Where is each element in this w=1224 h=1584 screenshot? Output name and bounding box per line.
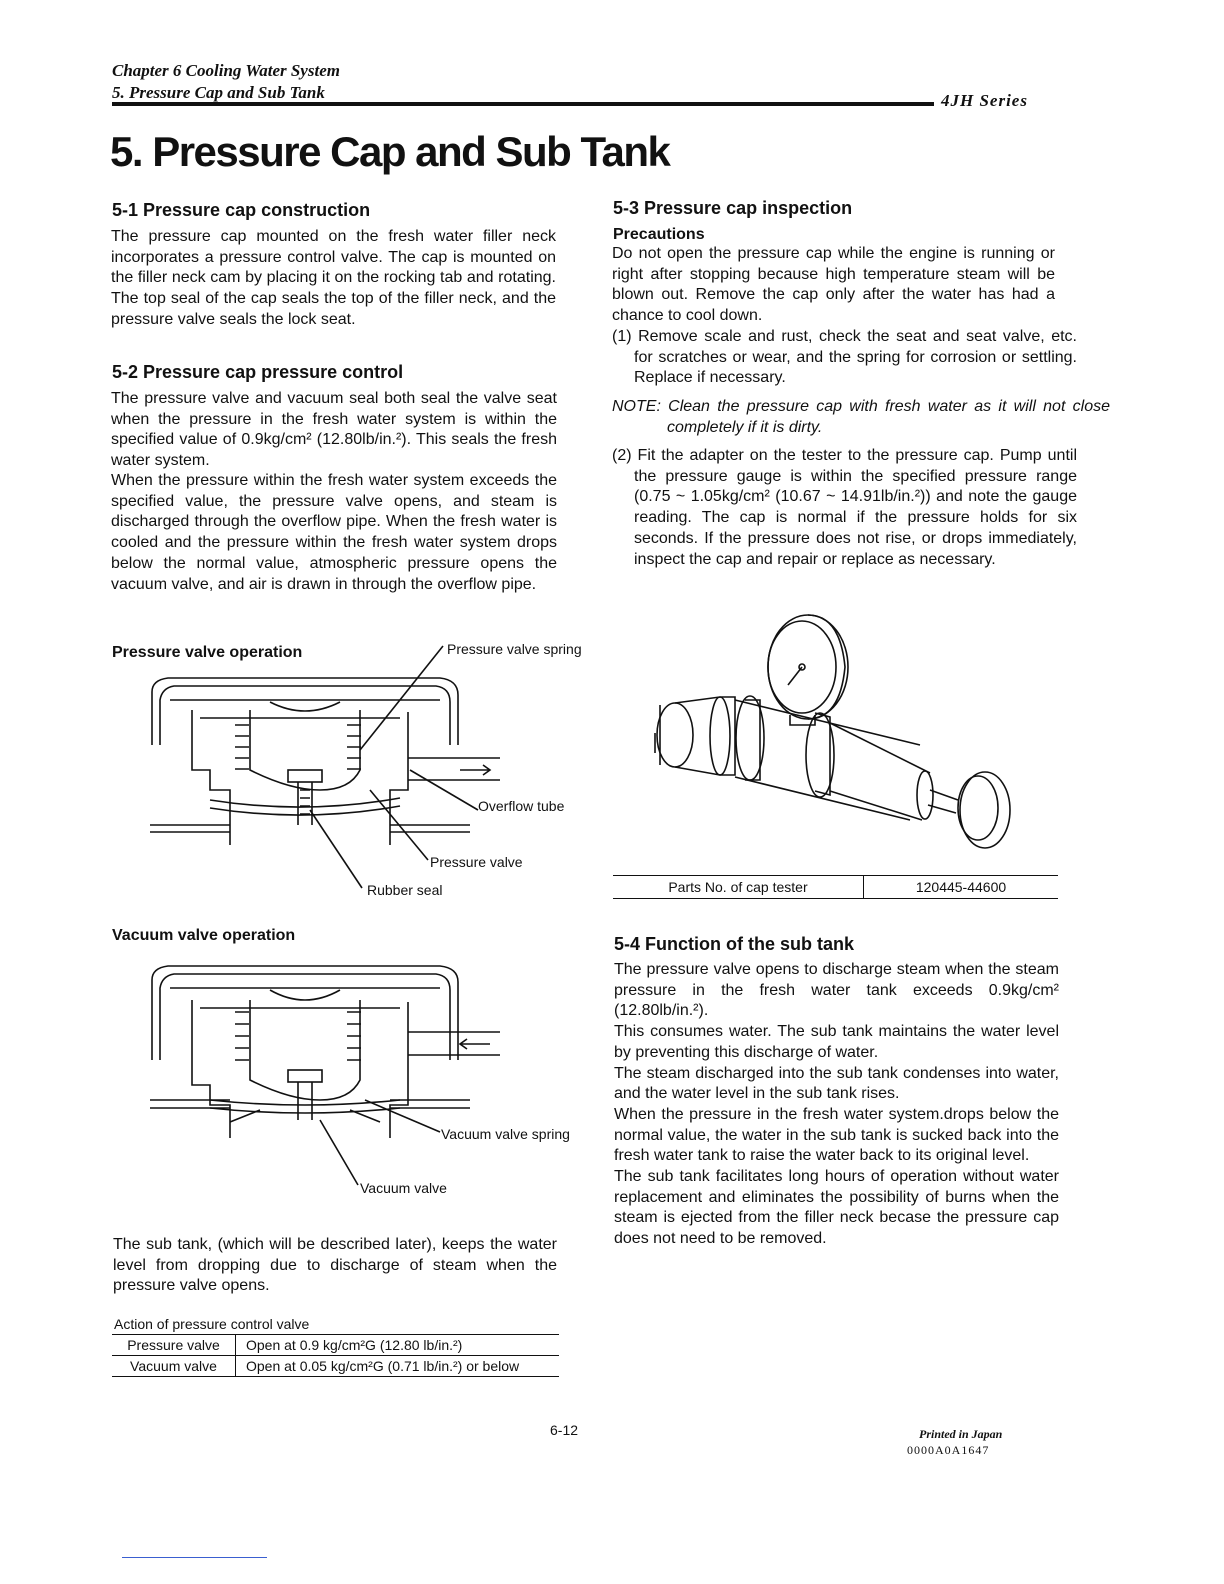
label-vacuum-valve-spring: Vacuum valve spring [441, 1126, 570, 1142]
para-subtank-note: The sub tank, (which will be described later), keeps the water level from dropping due to discharge of steam when the pressure valve opens. [113, 1236, 557, 1295]
para-5-1: The pressure cap mounted on the fresh water filler neck incorporates a pressure control valve. The cap is mounted on the filler neck cam by placing it on the rocking tab and rotating. The top seal of the cap seals the top of the filler neck, and the pressure valve seals the lock seat. [111, 228, 556, 328]
chapter-header: Chapter 6 Cooling Water System [112, 61, 340, 80]
table-cell: Open at 0.9 kg/cm²G (12.80 lb/in.²) [246, 1337, 463, 1353]
note: NOTE: Clean the pressure cap with fresh water as it will not close completely if it is dirty. [612, 398, 1110, 436]
heading-5-4: 5-4 Function of the sub tank [614, 934, 855, 954]
action-table [112, 1334, 559, 1377]
heading-5-1: 5-1 Pressure cap construction [112, 200, 371, 220]
label-overflow-tube: Overflow tube [478, 798, 565, 814]
table-row [112, 1356, 559, 1377]
table-cell: Open at 0.05 kg/cm²G (0.71 lb/in.²) or below [246, 1358, 520, 1374]
header-rule [112, 102, 934, 106]
heading-5-3: 5-3 Pressure cap inspection [613, 198, 853, 218]
para-5-4 [614, 960, 1059, 1250]
cap-tester-illustration [640, 605, 1030, 875]
section-header: 5. Pressure Cap and Sub Tank [112, 83, 325, 102]
parts-table [613, 875, 1058, 899]
page-title: 5. Pressure Cap and Sub Tank [110, 128, 670, 175]
parts-label: Parts No. of cap tester [613, 876, 864, 899]
table-cell: Vacuum valve [112, 1356, 236, 1377]
para-precautions: Do not open the pressure cap while the engine is running or right after stopping because high temperature steam will be blown out. Remove the cap only after the water has had a chance to cool down. [612, 245, 1055, 325]
label-vacuum-valve: Vacuum valve [360, 1180, 447, 1196]
footnote-rule [122, 1557, 267, 1558]
para-5-4-3: The steam discharged into the sub tank condenses into water, and the water level in the sub tank rises. [614, 1064, 1059, 1103]
table-row [112, 1335, 559, 1356]
para-5-4-2: This consumes water. The sub tank maintains the water level by preventing this discharge of water. [614, 1023, 1059, 1061]
page-number: 6-12 [550, 1422, 579, 1438]
label-rubber-seal: Rubber seal [367, 882, 443, 898]
fig-vacuum-title: Vacuum valve operation [112, 927, 296, 944]
series-label: 4JH Series [941, 91, 1028, 110]
printed-in-japan: Printed in Japan [919, 1427, 1003, 1441]
label-pressure-valve-spring: Pressure valve spring [447, 641, 582, 657]
step-1: (1) Remove scale and rust, check the seat and seat valve, etc. for scratches or wear, and the spring for corrosion or settling. Replace if necessary. [612, 328, 1077, 387]
parts-number: 120445-44600 [915, 879, 1007, 895]
vacuum-cap-diagram [140, 960, 580, 1200]
document-code: 0000A0A1647 [907, 1443, 990, 1457]
pressure-cap-diagram [140, 640, 580, 900]
fig-pressure-title: Pressure valve operation [112, 644, 303, 661]
para-5-4-4: When the pressure in the fresh water system.drops below the normal value, the water in the sub tank is sucked back into the fresh water tank to raise the water back to its original level. [614, 1105, 1059, 1165]
table-row [613, 876, 1058, 899]
para-5-2a: The pressure valve and vacuum seal both seal the valve seat when the pressure in the fresh water system is within the specified value of 0.9kg/cm² (12.80lb/in.²). This seals the fresh water system. [111, 390, 557, 470]
para-5-2b: When the pressure within the fresh water system exceeds the specified value, the pressure valve opens, and steam is discharged through the overflow pipe. When the fresh water is cooled and the pressure within the fresh water system drops below the normal value, atmospheric pressure opens the vacuum valve, and air is drawn in through the overflow pipe. [111, 472, 557, 593]
action-table-caption: Action of pressure control valve [114, 1316, 310, 1332]
table-cell: Pressure valve [112, 1335, 236, 1356]
heading-5-2: 5-2 Pressure cap pressure control [112, 362, 404, 382]
para-5-4-5: The sub tank facilitates long hours of operation without water replacement and eliminates the possibility of burns when the steam is ejected from the filler neck becase the pressure cap does not need to be removed. [614, 1168, 1059, 1248]
para-5-4-1: The pressure valve opens to discharge steam when the steam pressure in the fresh water tank exceeds 0.9kg/cm² (12.80lb/in.²). [614, 961, 1059, 1020]
label-pressure-valve: Pressure valve [430, 854, 523, 870]
precautions-label: Precautions [613, 226, 705, 243]
step-2: (2) Fit the adapter on the tester to the pressure cap. Pump until the pressure gauge is within the specified pressure range (0.75 ~ 1.05kg/cm² (10.67 ~ 14.91lb/in.²)) and note the gauge reading. The cap is normal if the pressure holds for six seconds. If the pressure does not rise, or drops immediately, inspect the cap and repair or replace as necessary. [612, 447, 1077, 568]
